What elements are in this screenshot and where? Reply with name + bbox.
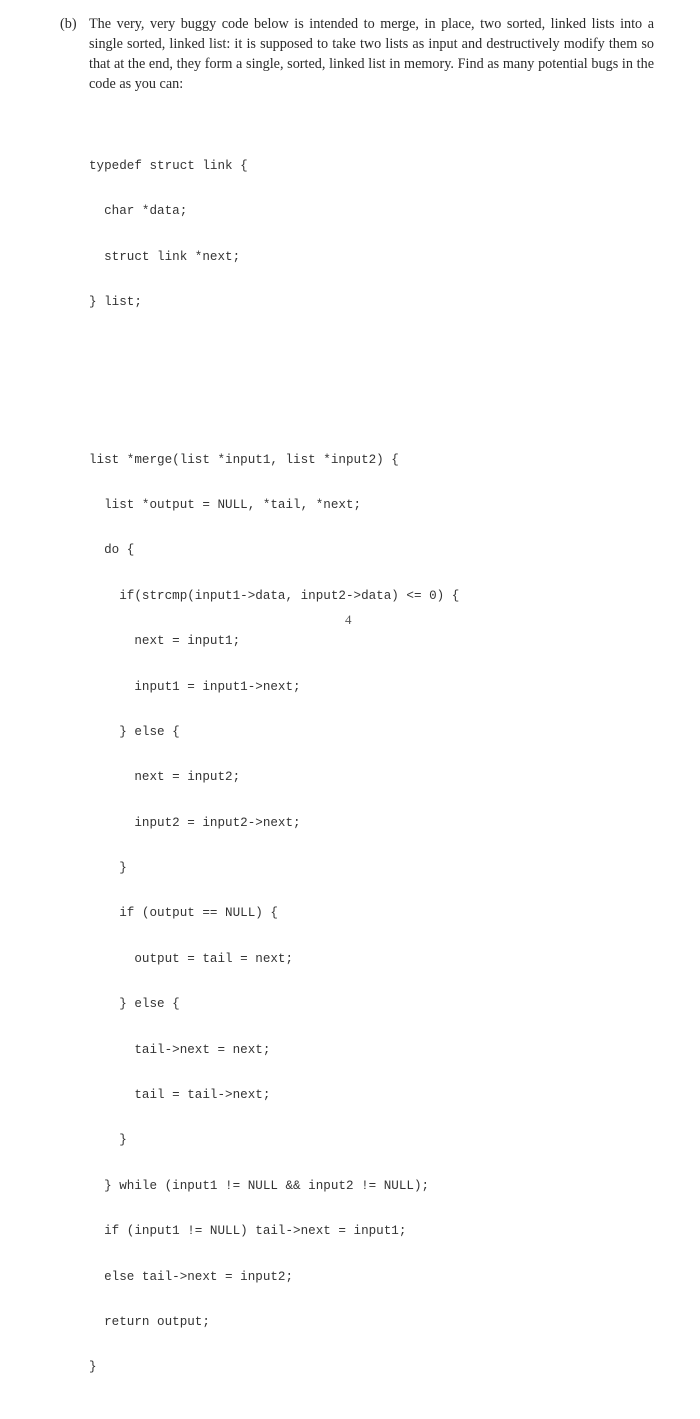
- code-line: }: [89, 1133, 127, 1148]
- problem-statement: [60, 14, 654, 94]
- code-line: list *merge(list *input1, list *input2) {: [89, 452, 399, 467]
- code-line: list *output = NULL, *tail, *next;: [89, 497, 362, 512]
- code-line: struct link *next;: [89, 249, 241, 264]
- code-line: tail->next = next;: [89, 1042, 271, 1057]
- code-line: input1 = input1->next;: [89, 679, 301, 694]
- code-line: return output;: [89, 1314, 210, 1329]
- struct-definition: [89, 130, 459, 340]
- code-line: if (output == NULL) {: [89, 906, 278, 921]
- code-line: if(strcmp(input1->data, input2->data) <= 0) {: [89, 588, 460, 603]
- code-line: } while (input1 != NULL && input2 != NULL);: [89, 1178, 430, 1193]
- code-line: } list;: [89, 295, 142, 310]
- code-line: do {: [89, 543, 135, 558]
- page-number: 4: [345, 612, 352, 627]
- code-line: else tail->next = input2;: [89, 1269, 294, 1284]
- code-line: }: [89, 861, 127, 876]
- code-line: } else {: [89, 997, 180, 1012]
- problem-label: (b): [60, 16, 77, 32]
- code-listing: [89, 102, 459, 1419]
- code-line: next = input1;: [89, 634, 241, 649]
- code-line: input2 = input2->next;: [89, 815, 301, 830]
- code-line: }: [89, 1360, 97, 1375]
- code-line: next = input2;: [89, 770, 241, 785]
- code-line: tail = tail->next;: [89, 1088, 271, 1103]
- merge-function: [89, 424, 459, 1405]
- code-line: char *data;: [89, 204, 188, 219]
- code-line: typedef struct link {: [89, 159, 248, 173]
- code-line: } else {: [89, 724, 180, 739]
- code-line: output = tail = next;: [89, 951, 294, 966]
- code-spacer: [89, 368, 459, 396]
- code-line: if (input1 != NULL) tail->next = input1;: [89, 1224, 407, 1239]
- problem-text: The very, very buggy code below is intended to merge, in place, two sorted, linked lists into a single sorted, linked list: it is supposed to take two lists as input and destructively modify them so that at the end, they form a single, sorted, linked list in memory. Find as many potential bugs in the code as you can:: [89, 16, 654, 92]
